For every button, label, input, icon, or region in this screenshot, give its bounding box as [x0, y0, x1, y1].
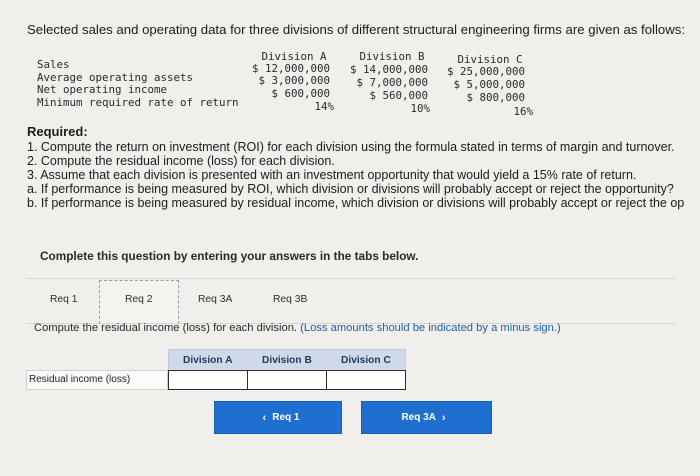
prev-button-label: Req 1	[272, 412, 300, 423]
cell-sales-c: $ 25,000,000	[446, 65, 525, 78]
answer-grid-header	[168, 349, 406, 372]
required-title: Required:	[27, 124, 88, 139]
row-label-min-rate: Minimum required rate of return	[37, 96, 239, 109]
instruction-main: Compute the residual income (loss) for each division.	[34, 322, 298, 334]
required-item-3b: b. If performance is being measured by residual income, which division or divisions will probably accept or reject the op	[27, 196, 685, 211]
cell-assets-c: $ 5,000,000	[453, 78, 525, 91]
col-header-division-a: Division A	[261, 50, 327, 63]
cell-noi-a: $ 600,000	[271, 87, 330, 100]
instruction-text	[34, 322, 561, 334]
residual-income-division-c-input[interactable]	[326, 370, 406, 390]
chevron-right-icon: ›	[441, 411, 446, 424]
chevron-left-icon: ‹	[262, 411, 267, 424]
cell-assets-b: $ 7,000,000	[356, 76, 428, 89]
next-button-label: Req 3A	[401, 412, 436, 423]
tab-req-3b[interactable]: Req 3B	[273, 294, 308, 305]
residual-income-division-b-input[interactable]	[247, 370, 327, 390]
required-item-2: 2. Compute the residual income (loss) for each division.	[27, 154, 335, 169]
residual-income-division-a-input[interactable]	[168, 370, 248, 390]
tab-req-3a[interactable]: Req 3A	[198, 294, 233, 305]
tab-req-1[interactable]: Req 1	[50, 294, 78, 305]
cell-rate-c: 16%	[513, 105, 533, 118]
row-label-sales: Sales	[37, 58, 70, 71]
cell-rate-b: 10%	[410, 102, 430, 115]
cell-noi-c: $ 800,000	[466, 91, 525, 104]
grid-col-division-b: Division B	[262, 355, 312, 366]
grid-row-label: Residual income (loss)	[29, 374, 131, 385]
tabs-top-border	[26, 278, 676, 279]
complete-prompt: Complete this question by entering your answers in the tabs below.	[40, 249, 419, 263]
cell-noi-b: $ 560,000	[369, 89, 428, 102]
required-item-3: 3. Assume that each division is presented with an investment opportunity that would yield a 15% rate of return.	[27, 168, 637, 183]
row-label-avg-assets: Average operating assets	[37, 71, 194, 84]
required-item-3a: a. If performance is being measured by ROI, which division or divisions will probably accept or reject the opportunity?	[27, 182, 674, 197]
col-header-division-c: Division C	[457, 53, 523, 66]
cell-sales-a: $ 12,000,000	[251, 62, 330, 75]
col-header-division-b: Division B	[359, 50, 425, 63]
tab-req-2[interactable]: Req 2	[125, 294, 153, 305]
required-item-1: 1. Compute the return on investment (ROI) for each division using the formula stated in terms of margin and turnover.	[27, 140, 675, 154]
cell-sales-b: $ 14,000,000	[349, 63, 428, 76]
prev-req-1-button[interactable]	[214, 401, 342, 434]
next-req-3a-button[interactable]	[361, 401, 492, 434]
cell-rate-a: 14%	[314, 100, 334, 113]
grid-row-label-cell	[26, 370, 168, 390]
row-label-noi: Net operating income	[37, 83, 168, 96]
cell-assets-a: $ 3,000,000	[258, 74, 330, 87]
instruction-hint: (Loss amounts should be indicated by a minus sign.)	[300, 322, 561, 334]
grid-col-division-c: Division C	[341, 355, 391, 366]
required-list	[27, 140, 684, 210]
intro-text: Selected sales and operating data for three divisions of different structural engineering firms are given as follows:	[27, 22, 686, 37]
grid-col-division-a: Division A	[183, 355, 233, 366]
